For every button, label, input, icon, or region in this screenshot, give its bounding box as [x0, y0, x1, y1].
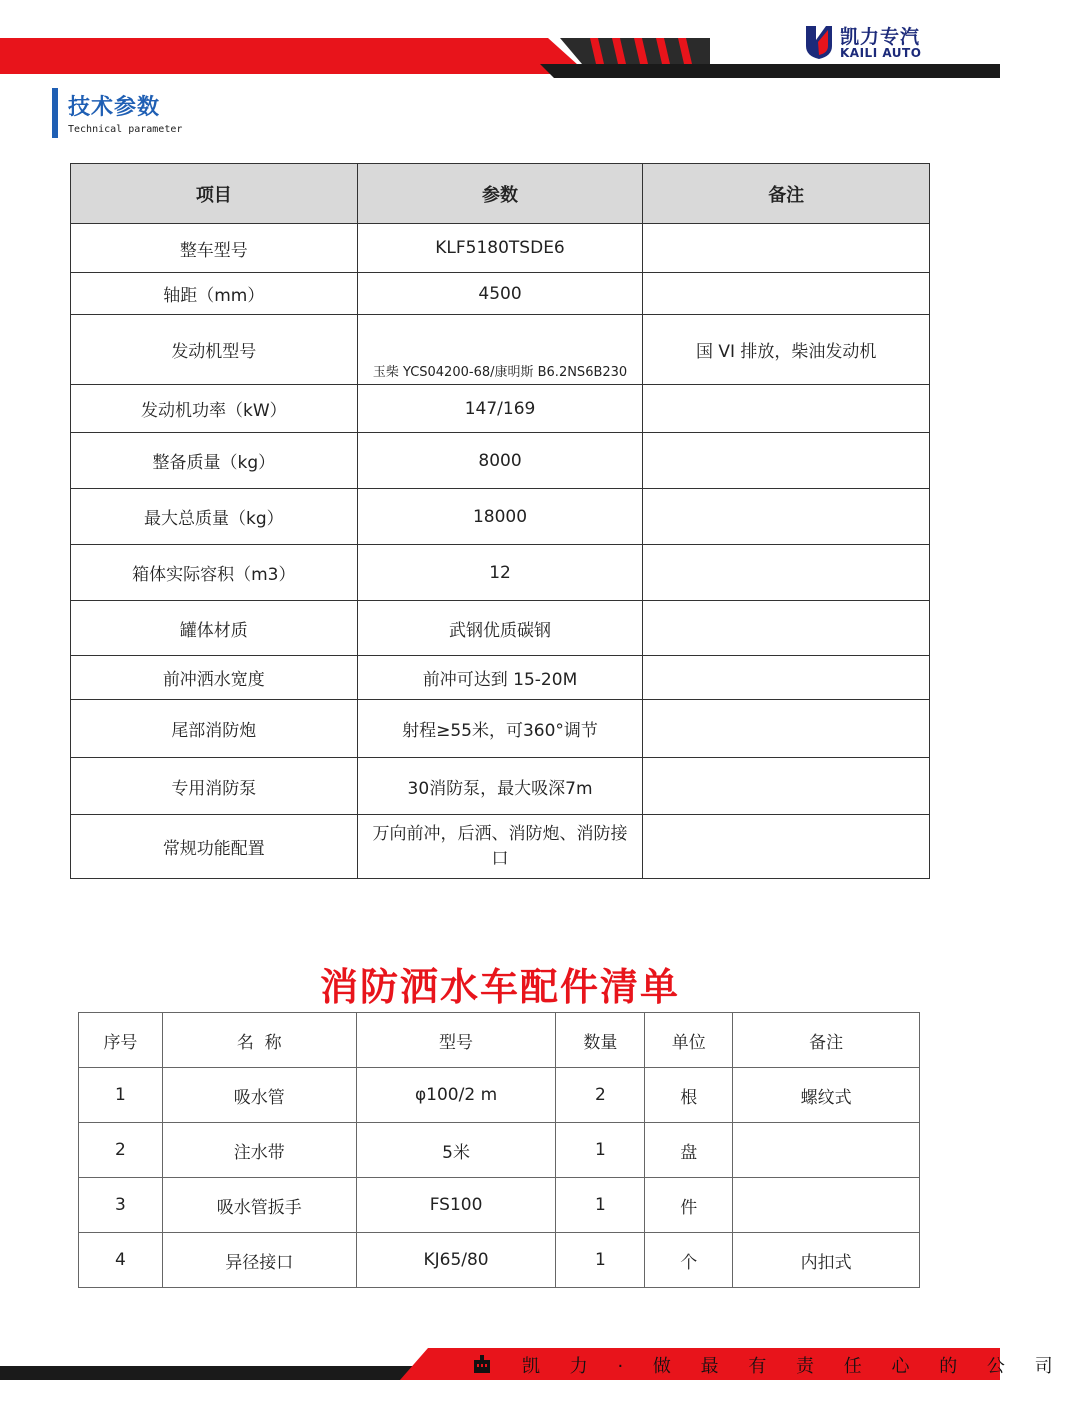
table-row [79, 1178, 920, 1233]
spec-value: 12 [357, 545, 643, 601]
spec-value: 4500 [357, 273, 643, 315]
parts-unit: 件 [645, 1178, 733, 1233]
table-row [79, 1068, 920, 1123]
parts-note: 螺纹式 [733, 1068, 920, 1123]
parts-model: 5米 [356, 1123, 556, 1178]
parts-qty: 2 [556, 1068, 645, 1123]
spec-item: 最大总质量（kg） [71, 489, 358, 545]
spec-note [643, 815, 930, 879]
brand-logo [804, 20, 944, 64]
spec-item: 发动机功率（kW） [71, 385, 358, 433]
spec-item: 整备质量（kg） [71, 433, 358, 489]
parts-note [733, 1123, 920, 1178]
spec-note [643, 224, 930, 273]
parts-no: 1 [79, 1068, 163, 1123]
spec-note [643, 601, 930, 656]
table-row [71, 815, 930, 879]
table-row [71, 224, 930, 273]
spec-item: 整车型号 [71, 224, 358, 273]
spec-item: 箱体实际容积（m3） [71, 545, 358, 601]
spec-note [643, 700, 930, 758]
section-accent-bar [52, 88, 58, 138]
spec-header-value: 参数 [357, 164, 643, 224]
table-row [71, 758, 930, 815]
spec-header-row [71, 164, 930, 224]
parts-note [733, 1178, 920, 1233]
spec-note [643, 656, 930, 700]
spec-note [643, 273, 930, 315]
parts-unit: 个 [645, 1233, 733, 1288]
parts-model: FS100 [356, 1178, 556, 1233]
footer-slogan: 凯 力 · 做 最 有 责 任 心 的 公 司 [522, 1356, 1065, 1377]
spec-value: 射程≥55米，可360°调节 [357, 700, 643, 758]
parts-qty: 1 [556, 1233, 645, 1288]
parts-qty: 1 [556, 1123, 645, 1178]
table-row [71, 385, 930, 433]
spec-item: 发动机型号 [71, 315, 358, 385]
spec-value: 万向前冲，后洒、消防炮、消防接口 [357, 815, 643, 879]
table-row [79, 1233, 920, 1288]
spec-item: 前冲洒水宽度 [71, 656, 358, 700]
parts-unit: 盘 [645, 1123, 733, 1178]
parts-unit: 根 [645, 1068, 733, 1123]
spec-value: KLF5180TSDE6 [357, 224, 643, 273]
spec-value: 玉柴 YCS04200-68/康明斯 B6.2NS6B230 [372, 365, 628, 380]
spec-item: 专用消防泵 [71, 758, 358, 815]
parts-header-unit: 单位 [645, 1013, 733, 1068]
brand-logo-icon [804, 24, 834, 60]
parts-header-note: 备注 [733, 1013, 920, 1068]
parts-header-row [79, 1013, 920, 1068]
parts-list-title: 消防洒水车配件清单 [319, 965, 680, 1009]
parts-name: 注水带 [162, 1123, 356, 1178]
header-red-band [0, 38, 588, 74]
spec-note [643, 433, 930, 489]
spec-table [70, 163, 930, 879]
table-row [71, 656, 930, 700]
spec-item: 尾部消防炮 [71, 700, 358, 758]
spec-value: 30消防泵，最大吸深7m [357, 758, 643, 815]
table-row [71, 545, 930, 601]
section-subtitle: Technical parameter [68, 124, 183, 135]
building-icon [472, 1354, 492, 1374]
table-row [71, 489, 930, 545]
spec-value: 147/169 [357, 385, 643, 433]
spec-note: 国 VI 排放，柴油发动机 [643, 315, 930, 385]
spec-value: 18000 [357, 489, 643, 545]
spec-value: 前冲可达到 15-20M [357, 656, 643, 700]
parts-model: KJ65/80 [356, 1233, 556, 1288]
table-row [71, 700, 930, 758]
parts-header-no: 序号 [79, 1013, 163, 1068]
header-black-band [540, 64, 1000, 78]
section-title: 技术参数 [68, 95, 161, 120]
table-row [71, 315, 930, 385]
spec-value-cell [357, 315, 643, 385]
spec-value: 武钢优质碳钢 [357, 601, 643, 656]
spec-header-item: 项目 [71, 164, 358, 224]
footer-black-band [0, 1366, 460, 1380]
table-row [71, 273, 930, 315]
table-row [71, 601, 930, 656]
parts-no: 4 [79, 1233, 163, 1288]
spec-note [643, 489, 930, 545]
parts-model: φ100/2 m [356, 1068, 556, 1123]
parts-table [78, 1012, 920, 1288]
spec-note [643, 385, 930, 433]
spec-item: 轴距（mm） [71, 273, 358, 315]
spec-header-note: 备注 [643, 164, 930, 224]
parts-note: 内扣式 [733, 1233, 920, 1288]
parts-no: 2 [79, 1123, 163, 1178]
parts-header-model: 型号 [356, 1013, 556, 1068]
parts-name: 吸水管 [162, 1068, 356, 1123]
brand-name-cn: 凯力专汽 [840, 26, 921, 48]
parts-qty: 1 [556, 1178, 645, 1233]
parts-header-qty: 数量 [556, 1013, 645, 1068]
table-row [71, 433, 930, 489]
table-row [79, 1123, 920, 1178]
parts-header-name: 名 称 [162, 1013, 356, 1068]
parts-name: 异径接口 [162, 1233, 356, 1288]
spec-value: 8000 [357, 433, 643, 489]
brand-name-en: KAILI AUTO [840, 46, 922, 60]
spec-item: 常规功能配置 [71, 815, 358, 879]
spec-note [643, 545, 930, 601]
parts-no: 3 [79, 1178, 163, 1233]
spec-item: 罐体材质 [71, 601, 358, 656]
parts-name: 吸水管扳手 [162, 1178, 356, 1233]
spec-note [643, 758, 930, 815]
